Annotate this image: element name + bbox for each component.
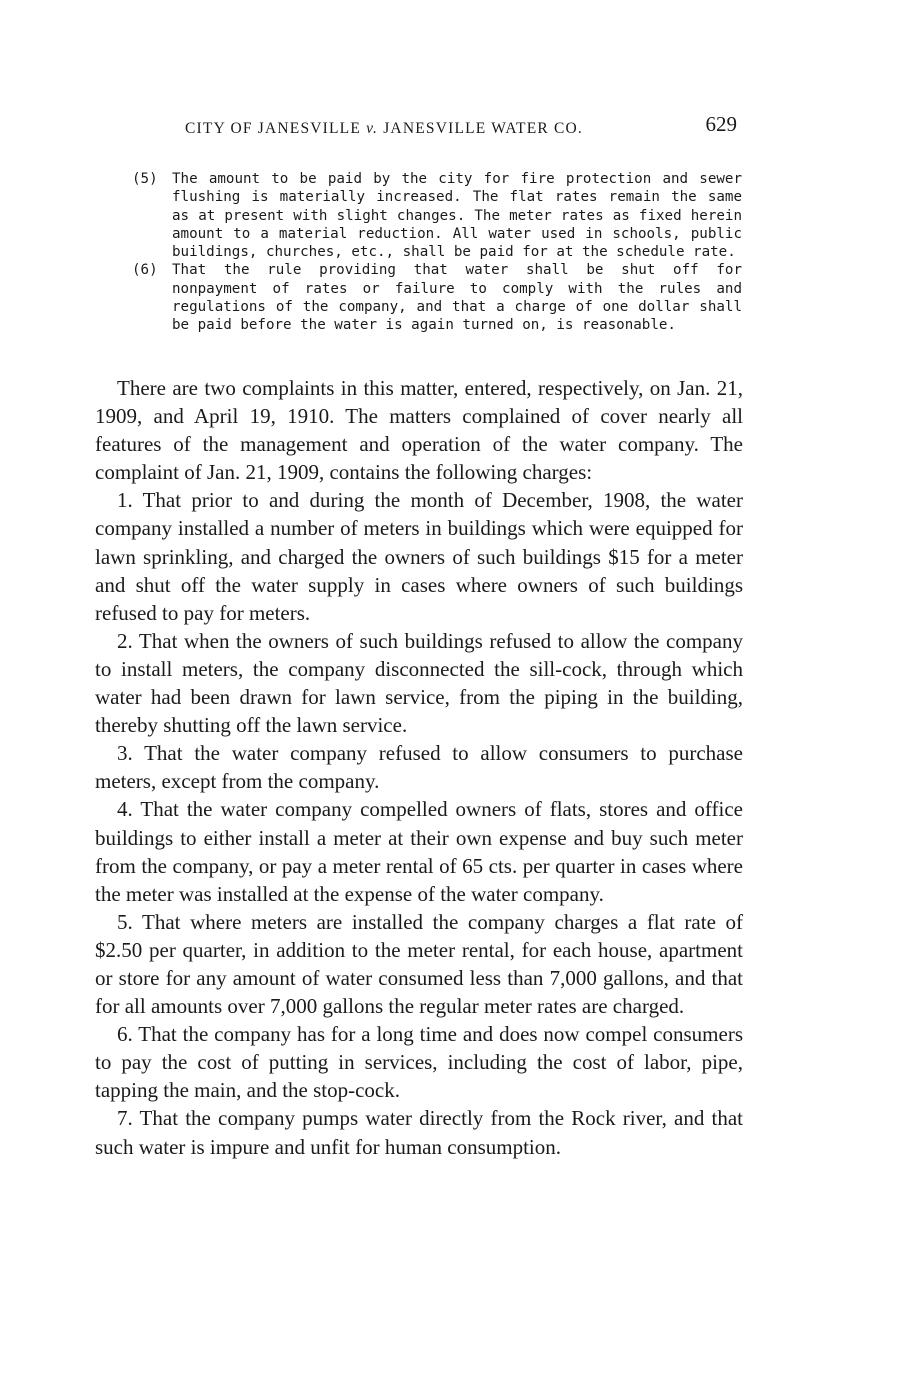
holdings-list <box>132 170 742 335</box>
charge-paragraph: 1. That prior to and during the month of December, 1908, the water company installed a number of meters in buildings which were equipped for lawn sprinkling, and charged the owners of such buildings $15 for a meter and shut off the water supply in cases where owners of such buildings refused to pay for meters. <box>95 488 743 625</box>
holding-item <box>132 261 742 334</box>
running-head-left: CITY OF JANESVILLE <box>185 120 362 137</box>
holding-item <box>132 170 742 261</box>
charge-paragraph: 5. That where meters are installed the company charges a flat rate of $2.50 per quarter, in addition to the meter rental, for each house, apartment or store for any amount of water consumed less than 7,000 gallons, and that for all amounts over 7,000 gallons the regular meter rates are charged. <box>95 909 743 1019</box>
charge-paragraph: 7. That the company pumps water directly from the Rock river, and that such water is impure and unfit for human consumption. <box>95 1106 743 1159</box>
holding-number: (6) <box>132 262 158 279</box>
opinion-intro-paragraph: There are two complaints in this matter, entered, respectively, on Jan. 21, 1909, and April 19, 1910. The matters complained of cover nearly all features of the management and operation of the water company. The complaint of Jan. 21, 1909, contains the following charges: <box>95 376 743 485</box>
running-head-versus: v. <box>366 120 379 137</box>
charge-paragraph: 6. That the company has for a long time and does now compel consumers to pay the cost of putting in services, including the cost of labor, pipe, tapping the main, and the stop-cock. <box>95 1022 743 1103</box>
charge-paragraph: 4. That the water company compelled owners of flats, stores and office buildings to either install a meter at their own expense and buy such meter from the company, or pay a meter rental of 65 cts. per quarter in cases where the meter was installed at the expense of the water company. <box>95 797 743 906</box>
charge-paragraph: 3. That the water company refused to allow consumers to purchase meters, except from the company. <box>95 741 743 794</box>
opinion-body <box>95 374 743 1161</box>
holding-text: The amount to be paid by the city for fire protection and sewer flushing is materially increased. The flat rates remain the same as at present with slight changes. The meter rates as fixed herein amount to a material reduction. All water used in schools, public buildings, churches, etc., shall be paid for at the schedule rate. <box>172 171 742 261</box>
page-header <box>95 112 745 142</box>
charge-paragraph: 2. That when the owners of such buildings refused to allow the company to install meters, the company disconnected the sill-cock, through which water had been drawn for lawn service, from the piping in the building, thereby shutting off the lawn service. <box>95 628 743 738</box>
running-head <box>185 120 583 138</box>
page-number: 629 <box>705 112 737 136</box>
running-head-right: JANESVILLE WATER CO. <box>383 120 584 137</box>
holding-text: That the rule providing that water shall be shut off for nonpayment of rates or failure to comply with the rules and regulations of the company, and that a charge of one dollar shall be paid before the water is again turned on, is reasonable. <box>172 262 742 334</box>
holding-number: (5) <box>132 171 158 187</box>
